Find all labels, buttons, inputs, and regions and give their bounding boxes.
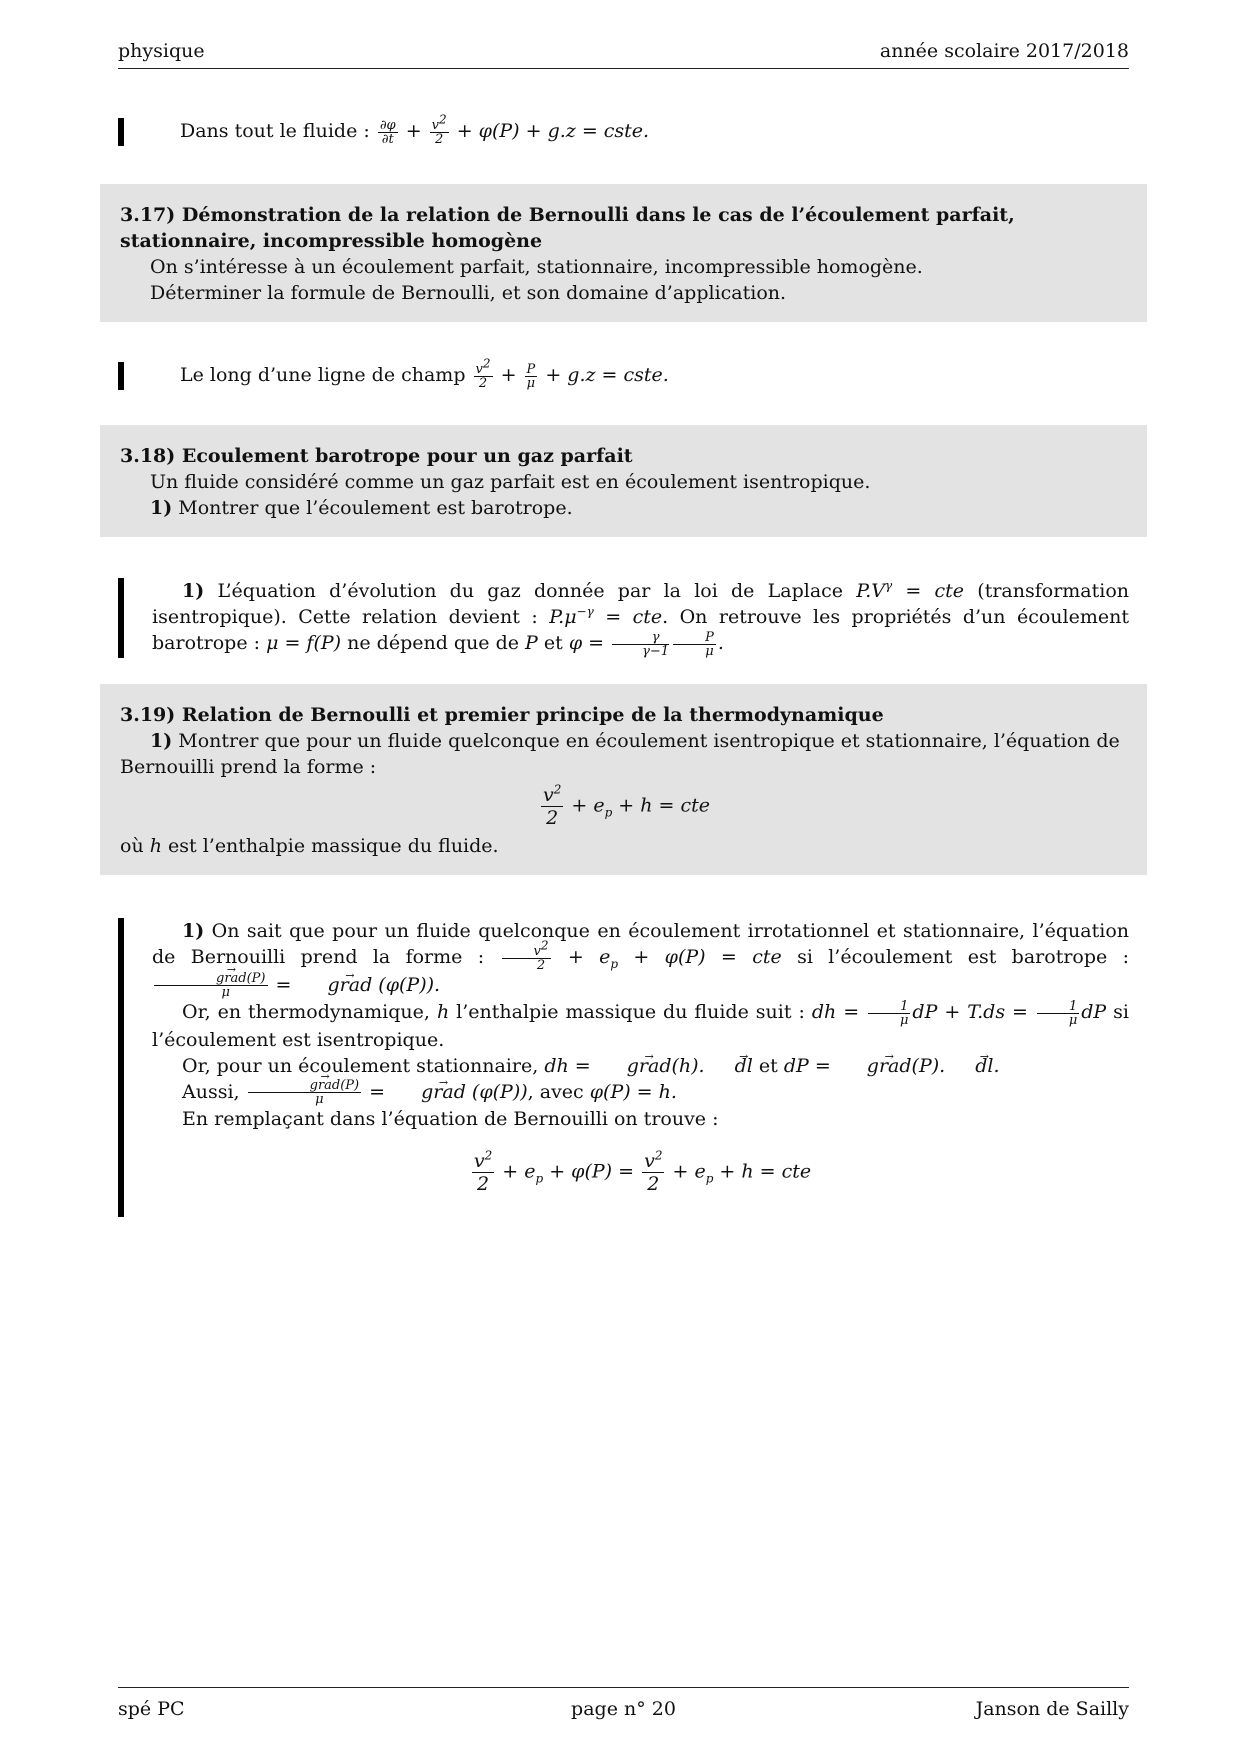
header-school-year: année scolaire 2017/2018 [879,40,1129,62]
answer-4-p2c: si l’écoulement est isentropique. [152,1001,1129,1051]
after-1: où [120,835,144,857]
footer-class: spé PC [118,1698,185,1720]
equation-grad-relation: → $\frac{\text{grad(P)}}{\mu}$ = → grad (φ(P)). [152,974,440,996]
footer-page-number: page n° 20 [571,1698,676,1720]
answer-4-p2b: l’enthalpie massique du fluide suit : [456,1001,805,1023]
answer-4-p4b: , avec [527,1080,584,1103]
equation-dh-grad: dh = → grad(h).→ dl [544,1055,753,1077]
answer-4-p3a: Or, pour un écoulement stationnaire, [182,1054,539,1077]
answer-block-3 [118,578,1129,658]
answer-4-para1 [152,918,1129,999]
question-number: 1) [150,730,173,752]
exercise-3-19 [100,684,1147,875]
equation-bernoulli-barotrope: $\frac{v^2}{2}$ + $e_p + \varphi(P)$ = cte [500,946,798,968]
answer-4-number: 1) [182,920,205,942]
equation-final: $\frac{v^2}{2}$ + $e_p + \varphi(P)$ = $\frac{v^2}{2}$ + $e_p + h$ = cte [473,1148,812,1195]
exercise-3-17-line2: Déterminer la formule de Bernoulli, et son domaine d’application. [150,282,787,304]
answer-3-text [152,578,1129,658]
answer-4-p1a: On sait que pour un fluide quelconque en écoulement irrotationnel et stationnaire, l’équation de Bernouilli prend la forme : [152,920,1129,968]
equation-laplace-density: $P.\mu^{-\gamma}$ = cte [549,604,663,628]
equation-bernoulli-enthalpy: $\frac{v^2}{2}$ + $e_p + h$ = cte [542,782,711,829]
exercise-3-18-question [120,495,1129,521]
answer-2-lead: Le long d’une ligne de champ [180,364,466,386]
exercise-3-17 [100,184,1147,322]
page-header [118,38,1129,69]
answer-3-t3: Cette relation devient : [298,606,538,628]
exercise-3-19-title: 3.19) Relation de Bernoulli et premier principe de la thermodynamique [120,704,884,726]
header-subject: physique [118,40,205,62]
equation-laplace: $P.V^\gamma$ = cte [856,578,965,602]
page-footer [118,1687,1129,1722]
exercise-3-19-after [120,833,1129,859]
answer-4-para4 [152,1079,1129,1107]
answer-3-t1: L’équation d’évolution du gaz donnée par la loi de Laplace [217,580,844,602]
exercise-3-18-line1: Un fluide considéré comme un gaz parfait est en écoulement isentropique. [150,471,871,493]
equation-dh: dh = $\frac{1}{\mu}$ dP + T.ds = $\frac{1}{\mu}$ dP [811,998,1114,1028]
equation-grad-phi: → $\frac{\text{grad(P)}}{\mu}$ = → grad (φ(P)) [246,1081,528,1103]
answer-3-t4: . On retrouve les propriétés d’un écoulement barotrope : [152,606,1129,654]
equation-bernoulli-unsteady: $\frac{\partial\varphi}{\partial t}$ + $\frac{v^2}{2}$ + φ(P) + g.z = cste. [379,112,650,147]
answer-block-1 [118,112,1129,147]
equation-dp-grad: dP = → grad(P).→ dl. [784,1055,1000,1077]
exercise-3-18 [100,425,1147,537]
symbol-p: P [525,632,538,654]
question-number: 1) [150,497,173,519]
exercise-3-17-line1: On s’intéresse à un écoulement parfait, stationnaire, incompressible homogène. [150,256,923,278]
answer-4-p3b: et [758,1054,778,1077]
answer-3-t7: et [543,632,563,654]
question-text: Montrer que pour un fluide quelconque en écoulement isentropique et stationnaire, l’équation de Bernouilli prend la forme : [120,730,1120,778]
answer-2-text [180,356,1129,391]
exercise-3-19-question [120,728,1129,780]
exercise-3-18-title: 3.18) Ecoulement barotrope pour un gaz parfait [120,445,633,467]
answer-4-p4a: Aussi, [182,1080,240,1103]
answer-1-text [180,112,1129,147]
equation-bernoulli-steady: $\frac{v^2}{2}$ + $\frac{P}{\mu}$ + g.z = cste. [475,356,669,391]
answer-block-4 [118,918,1129,1217]
after-2: est l’enthalpie massique du fluide. [168,835,499,857]
equation-barotrope: μ = f(P) [266,632,342,654]
answer-3-t5: ne [347,632,371,654]
equation-phi-h: φ(P) = h. [589,1080,677,1103]
answer-4-p2a: Or, en thermodynamique, [182,1001,430,1023]
answer-4-p1b: si l’écoulement est barotrope : [797,946,1130,968]
answer-3-t2: (transformation isentropique). [152,580,1130,628]
answer-4-para5: En remplaçant dans l’équation de Bernouilli on trouve : [182,1108,719,1130]
answer-3-number: 1) [182,580,205,602]
question-text: Montrer que l’écoulement est barotrope. [178,497,573,519]
answer-1-lead: Dans tout le fluide : [180,120,370,142]
answer-block-2 [118,356,1129,391]
footer-school: Janson de Sailly [975,1698,1129,1720]
equation-phi: φ = $\frac{\gamma}{\gamma-1}$ $\frac{P}{\mu}$ . [568,629,724,659]
answer-3-t6: dépend que de [376,632,519,654]
symbol-h: h [149,835,162,857]
exercise-3-17-title: 3.17) Démonstration de la relation de Bernoulli dans le cas de l’écoulement parfait, stationnaire, incompressible homogène [120,204,1015,252]
symbol-h: h [436,1001,450,1023]
